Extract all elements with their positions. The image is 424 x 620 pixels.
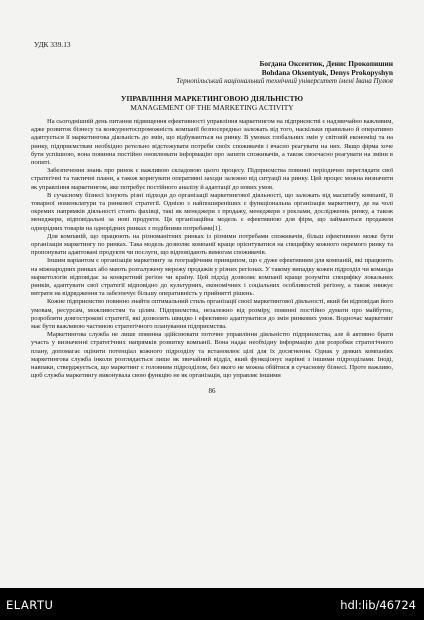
udk-code: УДК 339.13 bbox=[34, 40, 71, 49]
repository-name: ELARTU bbox=[6, 598, 54, 612]
paragraph-4: Для компаній, що працюють на різноманітних ринках із різними потребами споживачів, більш ефективною може бути організація маркетингу по ринках. Така модель дозволяє компанії краще орієнтуватися на специфіку кожного окремого ринку та пропонувати адаптовані продукти чи послуги, що відповідають вимогам споживачів. bbox=[31, 232, 393, 257]
handle-identifier: hdl:lib/46724 bbox=[340, 598, 416, 612]
paragraph-3: В сучасному бізнесі існують різні підходи до організації маркетингової діяльності, що залежать від масштабу компанії, її товарної номенклатури та ринкової стратегії. Однією з найпоширеніших є функціональна організація маркетингу, де на чолі окремих напрямків діяльності стоять фахівці, такі як менеджери з продажу, менеджери з реклами, дослідженнь ринку, а також менеджери, відповідальні за нові продукти. Ця організаційна модель є ефективною для фірм, що займаються продажем однорідних товарів на однорідних ринках з подібними потребами[1]. bbox=[31, 191, 393, 232]
paragraph-5: Іншим варіантом є організація маркетингу за географічним принципом, що є дуже ефективним для компаній, які працюють на міжнародних ринках або мають розгалужену мережу продажів у різних регіонах. У такому випадку кожен підрозділ чи команда маркетологів відповідає за конкретний регіон чи країну. Цей підхід дозволяє компанії краще розуміти специфіку локальних ринків, адаптувати свої стратегії відповідно до культурних, економічних і соціальних особливостей регіону, а також знижує витрати на відрядження та забезпечує більшу оперативність у прийнятті рішень. bbox=[31, 257, 393, 298]
repository-footer-bar bbox=[0, 588, 424, 620]
title-english: MANAGEMENT OF THE MARKETING ACTIVITY bbox=[130, 103, 294, 112]
paragraph-2: Забезпечення знань про ринок є важливою складовою цього процесу. Підприємства повинні періодично переглядати свої стратегічні та тактичні плани, а також коригувати оперативні заходи залежно від ситуації на ринку. Цей процес можна визначити як управління маркетингом, яке потребує постійного аналізу й адаптації до нових умов. bbox=[31, 167, 393, 191]
paragraph-6: Кожне підприємство повинно знайти оптимальний стиль організації своєї маркетингової діяльності, який би відповідав його умовам, ресурсам, можливостям та цілям. Підприємства, незалежно від розміру, повинні постійно думати про майбутнє, розробляти довгострокові стратегії, які дозволять швидко і ефективно адаптуватися до змін ринкових умов. Водночас маркетинг має бути важливою частиною стратегічного планування підприємства. bbox=[31, 298, 393, 331]
authors-english: Bohdana Oksentyuk, Denys Prokopyshyn bbox=[261, 68, 393, 77]
article-content bbox=[31, 40, 393, 395]
title-ukrainian: УПРАВЛІННЯ МАРКЕТИНГОВОЮ ДІЯЛЬНІСТЮ bbox=[120, 94, 304, 103]
paragraph-7: Маркетингова служба не лише повинна здійснювати поточне управління діяльністю підприємства, але й активно брати участь у визначенні стратегічних напрямків розвитку компанії. Вона надає необхідну інформацію для розробки стратегічного плану, допомагає оцінити потенціал кожного підрозділу та встановлює цілі для їх досягнення. Однак у деяких компаніях маркетингова служба інколи розглядається лише як звичайний відділ, який функціонує нарівні з іншими підрозділами. Іноді, навпаки, стверджується, що маркетинг є головним підрозділом, без якого не можна обійтися в сучасному бізнесі. Проте важливо, щоб служба маркетингу виконувала свою функцію не як організація, що управляє іншими bbox=[31, 331, 393, 380]
authors-ukrainian: Богдана Оксентюк, Денис Прокопишин bbox=[259, 59, 393, 68]
paragraph-1: На сьогоднішній день питання підвищення ефективності управління маркетингом на підприємстві є надзвичайно важливим, адже розвиток бізнесу та конкурентоспроможність компанії безпосередньо залежать від того, наскільки правильно й оперативно адаптується її маркетингова діяльність до змін, що відбуваються на ринку. В умовах глобальних змін у світовій економіці та на ринку, підприємствам необхідно ретельно відстежувати потреби своїх споживачів і вчасно реагувати на них. Якщо фірма хоче бути успішною, вона повинна постійно оновлювати інформацію про запити споживачів, а також своєчасно реагувати на зміни в попиті. bbox=[31, 118, 393, 167]
affiliation: Тернопільський національний технічний університет імені Івана Пулюя bbox=[176, 77, 393, 85]
page-number: 86 bbox=[208, 386, 216, 395]
